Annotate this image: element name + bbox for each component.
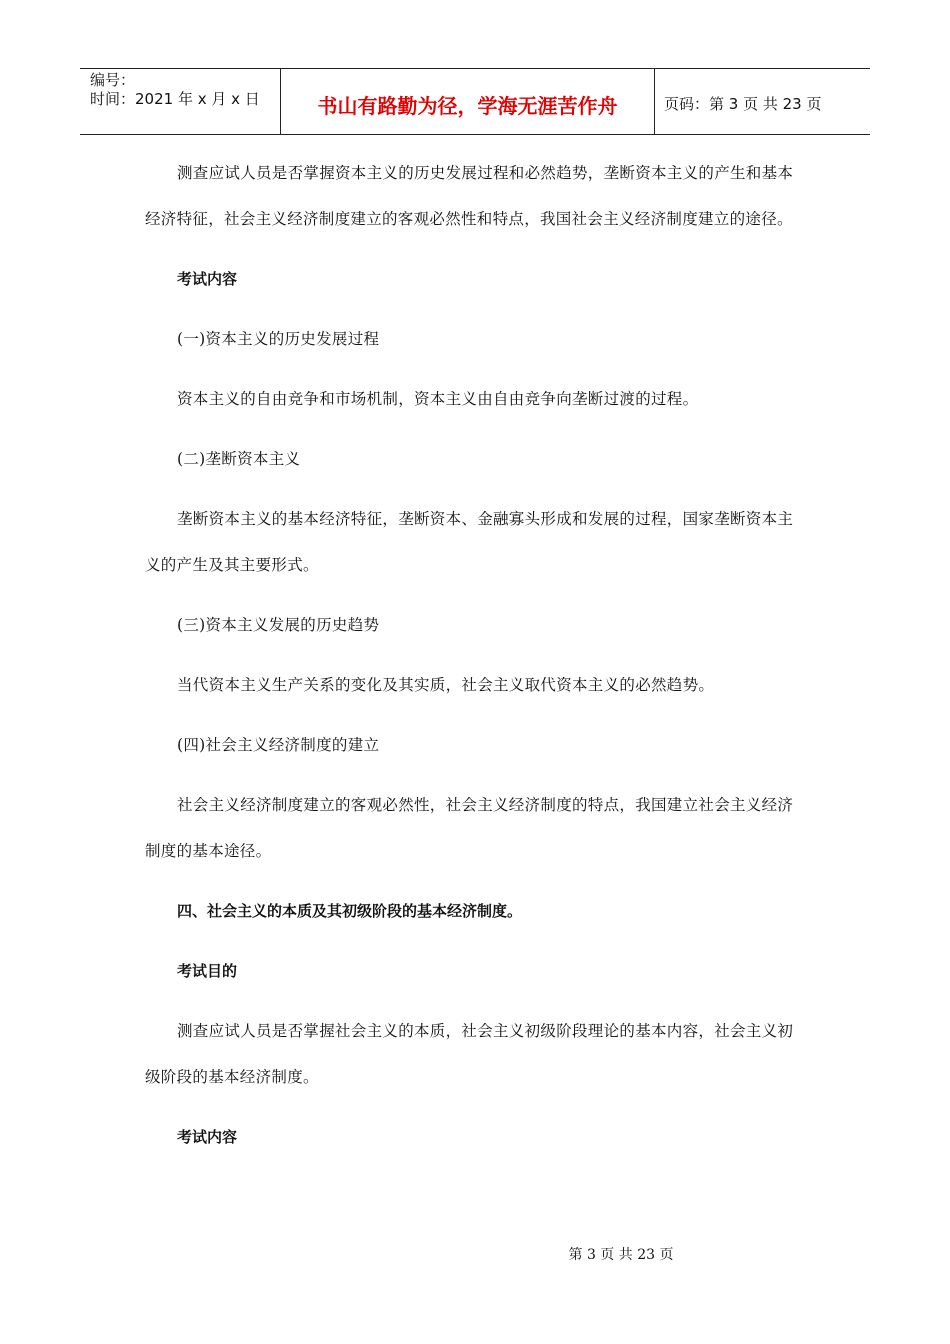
page-header xyxy=(80,68,870,135)
paragraph: 当代资本主义生产关系的变化及其实质，社会主义取代资本主义的必然趋势。 xyxy=(177,676,715,694)
paragraph: (四)社会主义经济制度的建立 xyxy=(177,736,380,754)
paragraph: (二)垄断资本主义 xyxy=(177,450,301,468)
paragraph: 垄断资本主义的基本经济特征，垄断资本、金融寡头形成和发展的过程，国家垄断资本主义的产生及其主要形式。 xyxy=(145,510,794,574)
header-motto: 书山有路勤为径，学海无涯苦作舟 xyxy=(281,69,655,134)
paragraph: (三)资本主义发展的历史趋势 xyxy=(177,616,380,634)
number-label: 编号： xyxy=(90,71,136,89)
paragraph: 资本主义的自由竞争和市场机制，资本主义由自由竞争向垄断过渡的过程。 xyxy=(177,390,699,408)
section-heading: 四、社会主义的本质及其初级阶段的基本经济制度。 xyxy=(177,902,523,920)
document-body xyxy=(145,150,803,1174)
section-heading: 考试内容 xyxy=(177,1128,238,1146)
page-footer xyxy=(0,1244,950,1264)
paragraph: 测查应试人员是否掌握资本主义的历史发展过程和必然趋势，垄断资本主义的产生和基本经济特征，社会主义经济制度建立的客观必然性和特点，我国社会主义经济制度建立的途径。 xyxy=(145,164,794,228)
paragraph: 测查应试人员是否掌握社会主义的本质，社会主义初级阶段理论的基本内容，社会主义初级阶段的基本经济制度。 xyxy=(145,1022,794,1086)
header-meta xyxy=(80,69,281,134)
footer-page-number: 第 3 页 共 23 页 xyxy=(568,1247,674,1263)
paragraph: (一)资本主义的历史发展过程 xyxy=(177,330,380,348)
time-label: 时间：2021 年 x 月 x 日 xyxy=(90,90,260,108)
section-heading: 考试目的 xyxy=(177,962,238,980)
paragraph: 社会主义经济制度建立的客观必然性，社会主义经济制度的特点，我国建立社会主义经济制度的基本途径。 xyxy=(145,796,794,860)
section-heading: 考试内容 xyxy=(177,270,238,288)
header-page-info: 页码：第 3 页 共 23 页 xyxy=(664,95,822,113)
